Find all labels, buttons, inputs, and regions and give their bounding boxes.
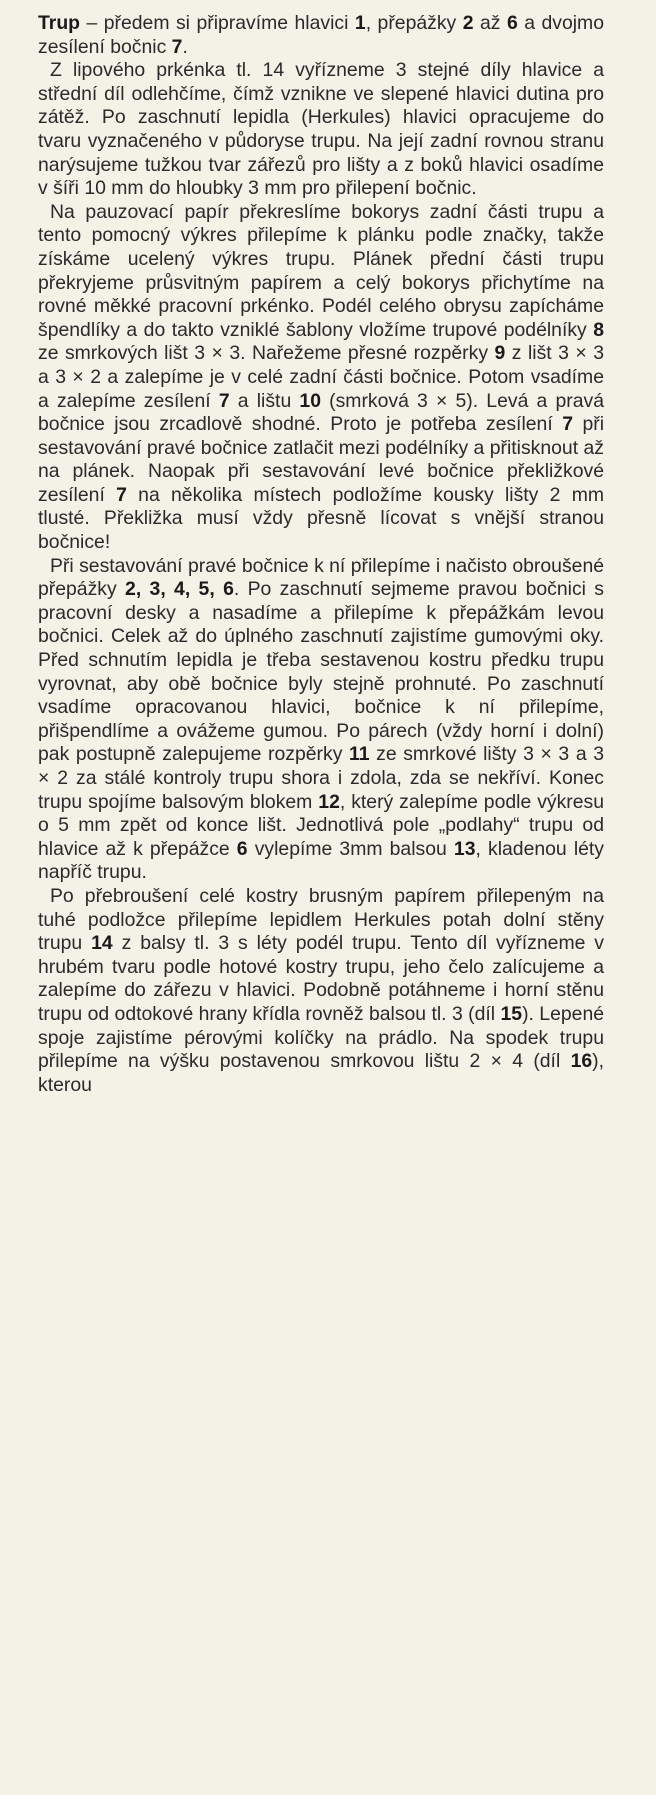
text-run: při sestavování pravé bočnice zatlačit mezi podélníky a přitisknout až na plánek. Naopak při sestavování levé bočnice překližkové zesílení: [38, 413, 605, 506]
article-column: [38, 12, 604, 1097]
text-run: (smrková 3 × 5). Levá a pravá bočnice jsou zrcadlově shodné. Proto je potřeba zesílení: [38, 389, 604, 436]
paragraph-bocnice: [38, 201, 604, 555]
text-run: ze smrkových lišt 3 × 3. Nařežeme přesné rozpěrky: [38, 342, 495, 365]
bold-reference: 6: [506, 12, 518, 34]
paragraph-potah: [38, 885, 604, 1097]
paragraph-hlavice: [38, 59, 604, 201]
bold-reference: 10: [299, 389, 321, 412]
bold-reference: 11: [349, 743, 370, 766]
bold-reference: 6: [236, 837, 248, 860]
text-run: a dvojmo zesílení bočnic: [38, 12, 604, 58]
text-run: – předem si připravíme hlavici: [80, 12, 355, 34]
text-run: z lišt 3 × 3 a 3 × 2 a zalepíme je v celé zadní části bočnice. Potom vsadíme a zalepíme zesílení: [38, 342, 604, 412]
text-run: ). Lepené spoje zajistíme pérovými kolíčky na prádlo. Na spodek trupu přilepíme na výšku postavenou smrkovou lištu 2 × 4 (díl: [38, 1002, 605, 1073]
bold-reference: 13: [453, 837, 476, 860]
text-run: ), kterou: [38, 1050, 604, 1096]
bold-reference: 2, 3, 4, 5, 6: [125, 578, 234, 601]
text-run: z balsy tl. 3 s léty podél trupu. Tento díl vyřízneme v hrubém tvaru podle hotové kostry trupu, jeho čelo zalícujeme a zalepíme do zářezu v hlavici. Podobně potáhneme i horní stěnu trupu od odtokové hrany křídla rovněž balsou tl. 3 (díl: [38, 932, 604, 1025]
text-run: Z lipového prkénka tl. 14 vyřízneme 3 stejné díly hlavice a střední díl odlehčíme, čímž vznikne ve slepené hlavici dutina pro zátěž. Po zaschnutí lepidla (Herkules) hlavici opracujeme do tvaru vyznačeného v půdoryse trupu. Na její zadní rovnou stranu narýsujeme tužkou tvar zářezů pro lišty a z boků hlavici osadíme v šíři 10 mm do hloubky 3 mm pro přilepení bočnic.: [38, 59, 604, 200]
text-run: vylepíme 3mm balsou: [247, 837, 454, 860]
bold-reference: 15: [500, 1002, 523, 1025]
bold-reference: 12: [318, 790, 340, 813]
bold-reference: 14: [91, 932, 113, 955]
bold-reference: 7: [562, 413, 573, 436]
paragraph-trup-intro: [38, 12, 604, 59]
text-run: ze smrkové lišty 3 × 3 a 3 × 2 za stálé kontroly trupu shora i zdola, zda se nekříví. Konec trupu spojíme balsovým blokem: [38, 743, 604, 813]
text-run: .: [182, 35, 188, 58]
paragraph-sestavovani: [38, 555, 604, 885]
text-run: Při sestavování pravé bočnice k ní přilepíme i načisto obroušené přepážky: [38, 554, 605, 601]
text-run: , přepážky: [365, 12, 463, 34]
bold-reference: 7: [171, 35, 183, 58]
bold-reference: 7: [116, 483, 127, 506]
text-run: na několika místech podložíme kousky lišty 2 mm tlusté. Překližka musí vždy přesně lícovat s vnější stranou bočnice!: [38, 483, 604, 554]
bold-reference: 2: [462, 12, 474, 34]
text-run: Na pauzovací papír překreslíme bokorys zadní části trupu a tento pomocný výkres přilepíme k plánku podle značky, takže získáme ucelený výkres trupu. Plánek přední části trupu překryjeme průsvitným papírem a celý bokorys přichytíme na rovné měkké pracovní prkénko. Podél celého obrysu zapícháme špendlíky a do takto vzniklé šablony vložíme trupové podélníky: [38, 200, 604, 341]
bold-reference: 16: [570, 1050, 593, 1073]
bold-reference: 9: [494, 342, 506, 365]
text-run: a lištu: [229, 389, 300, 412]
text-run: , který zalepíme podle výkresu o 5 mm zpět od konce lišt. Jednotlivá pole „podlahy“ trupu od hlavice až k přepážce: [38, 790, 604, 860]
bold-reference: 8: [593, 318, 604, 341]
text-run: , kladenou léty napříč trupu.: [38, 837, 604, 884]
text-run: . Po zaschnutí sejmeme pravou bočnici s pracovní desky a nasadíme a přilepíme k přepážkám levou bočnici. Celek až do úplného zaschnutí zajistíme gumovými oky. Před schnutím lepidla je třeba sestavenou kostru předku trupu vyrovnat, aby obě bočnice byly stejně prohnuté. Po zaschnutí vsadíme opracovanou hlavici, bočnice k ní přilepíme, přišpendlíme a ovážeme gumou. Po párech (vždy horní i dolní) pak postupně zalepujeme rozpěrky: [38, 578, 604, 766]
bold-reference: 7: [218, 389, 230, 412]
text-run: až: [473, 12, 507, 34]
text-run: Po přebroušení celé kostry brusným papírem přilepeným na tuhé podložce přilepíme lepidlem Herkules potah dolní stěny trupu: [38, 884, 604, 955]
bold-reference: 1: [354, 12, 366, 34]
bold-reference: Trup: [38, 12, 81, 34]
